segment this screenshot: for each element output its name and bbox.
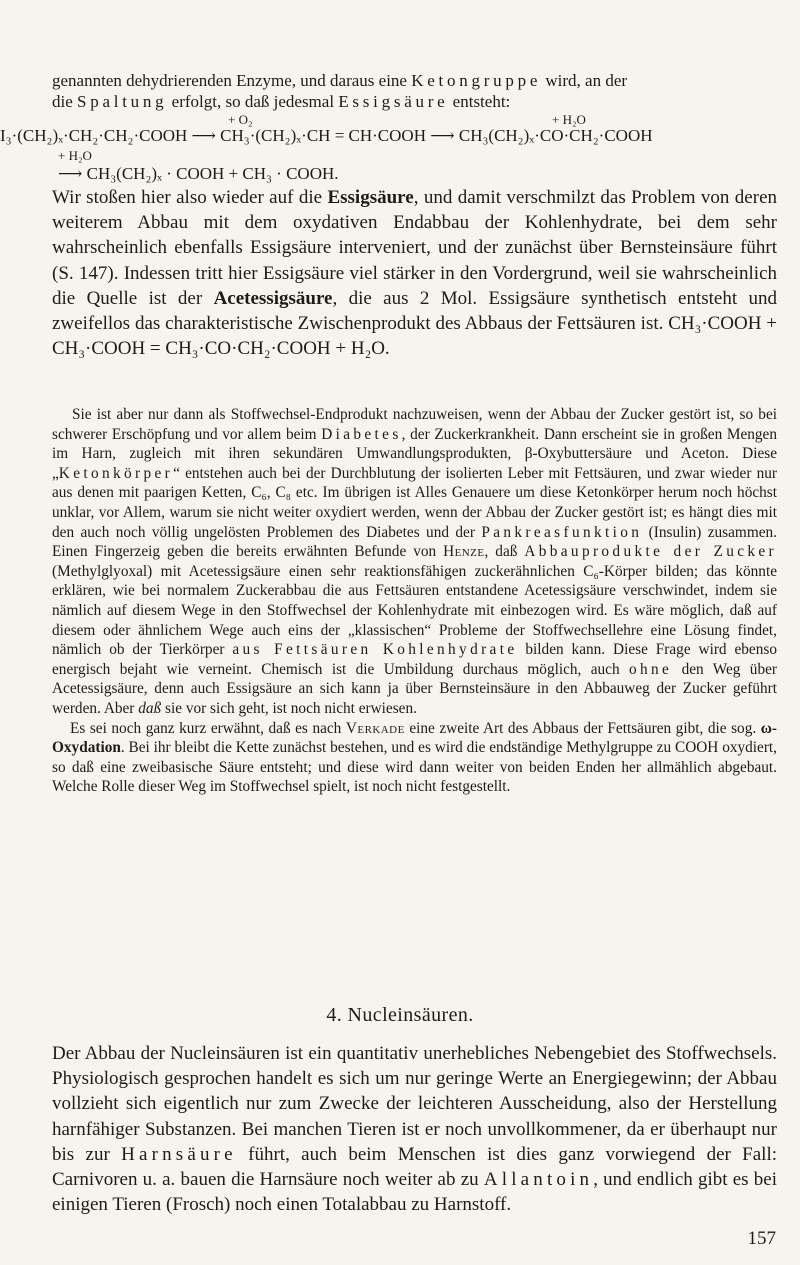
text-run: Es sei noch ganz kurz erwähnt, daß es nach (70, 719, 346, 737)
text-run: Wir stoßen hier also wieder auf die (52, 187, 328, 208)
reaction-formula (0, 112, 800, 184)
text-run: , und damit verschmilzt das Problem von deren weiterem Abbau mit dem oxydativen Endabbau der Kohlenhydrate, bei dem sehr wahrscheinlich ebenfalls Essigsäure interveniert, und der zunächst über Bernsteinsäure führt (S. 147). Indessen tritt hier Essigsäure viel stärker in den Vordergrund, weil sie wahrscheinlich die Quelle ist der (52, 187, 777, 309)
term-pankreasfunktion: Pankreasfunktion (481, 523, 643, 541)
term-ketongruppe: Ketongruppe (411, 71, 542, 90)
text-run: führt, auch beim Menschen ist dies ganz vorwiegend der Fall: Carnivoren u. a. bauen die Harnsäure noch weiter ab zu (52, 1143, 778, 1191)
text-run: . Bei ihr bleibt die Kette zunächst bestehen, und es wird die endständige Methylgruppe zu COOH oxydiert, so daß eine zweibasische Säure entsteht; und diese wird dann weiter von beiden Enden her allmählich abgebaut. Welche Rolle dieser Weg im Stoffwechsel spielt, ist noch nicht festgestellt. (52, 739, 777, 796)
term-diabetes: Diabetes (321, 425, 402, 443)
arrow-icon: ⟶ (430, 126, 455, 145)
text-run: , und endlich gibt es bei einigen Tieren (Frosch) noch einen Totalabbau zu Harnstoff. (52, 1169, 777, 1216)
text-run: , der Zuckerkrankheit. Dann erscheint sie in großen Mengen im Harn, zugleich mit ihren sekundären Umwandlungsprodukten, β-Oxybuttersäure und Aceton. Diese „ (52, 425, 777, 482)
paragraph-essigsaeure (52, 185, 777, 361)
small-print-section (52, 405, 777, 797)
arrow-icon: ⟶ (191, 126, 216, 145)
formula-products: CH₃(CH₂)ₓ · COOH + CH₃ · COOH. (86, 164, 339, 183)
arrow-icon: ⟶ (58, 164, 83, 183)
text-run: sie vor sich geht, ist noch nicht erwiesen. (161, 699, 417, 717)
text-run: Sie ist aber nur dann als Stoffwechsel-Endprodukt nachzuweisen, wenn der Abbau der Zucker gestört ist, so bei schwerer Erschöpfung und vor allem beim (52, 406, 777, 443)
page-number: 157 (747, 1228, 776, 1249)
text-run: den Weg über Acetessigsäure, denn auch Essigsäure an sich kann ja über Bernsteinsäure in den Abbauweg der Zucker geführt werden. Aber (52, 660, 777, 717)
formula-line1 (0, 126, 653, 146)
section-heading: 4. Nucleinsäuren. (326, 1004, 474, 1026)
term-ohne: ohne (629, 660, 673, 678)
formula-line2 (58, 164, 339, 184)
text-run: , daß (484, 543, 525, 561)
term-dass-italic: daß (138, 699, 162, 717)
term-omega-oxydation: ω-Oxydation (52, 719, 778, 757)
formula-compound-2: CH₃·(CH₂)ₓ·CH = CH·COOH (220, 126, 426, 145)
text-run: (Insulin) zusammen. Einen Fingerzeig geben die bereits erwähnten Befunde von (52, 523, 777, 561)
author-verkade: Verkade (345, 719, 405, 737)
term-allantoin: Allantoin (483, 1169, 594, 1191)
term-spaltung: Spaltung (77, 92, 168, 111)
intro-line2: die (52, 92, 78, 111)
formula-compound-3: CH₃(CH₂)ₓ·CO·CH₂·COOH (458, 126, 653, 145)
intro-line2-end: entsteht: (448, 92, 511, 111)
intro-text (52, 70, 777, 112)
term-essigsaeure: Essigsäure (338, 92, 449, 111)
text-run: Der Abbau der Nucleinsäuren ist ein quantitativ unerhebliches Nebengebiet des Stoffwechsels. Physiologisch gesprochen handelt es sich um nur geringe Werte an Energiegewinn; der Abbau vollzieht sich eigentlich nur zum Zwecke der leichteren Ausscheidung, also der Herstellung harnfähiger Substanzen. Bei manchen Tieren ist er noch unvollkommener, da er überhaupt nur bis zur (52, 1043, 777, 1165)
term-ketonkoerper: Ketonkörper (58, 464, 174, 482)
text-run: , die aus 2 Mol. Essigsäure synthetisch entsteht und zweifellos das charakteristische Zwischenprodukt des Abbaus der Fettsäuren ist. CH₃·COOH + CH₃·COOH = CH₃·CO·CH₂·COOH + H₂O. (52, 287, 777, 360)
text-run: bilden kann. Diese Frage wird ebenso energisch bejaht wie verneint. Chemisch ist die Umbildung durchaus möglich, auch (52, 641, 777, 678)
reagent-oxygen: + O₂ (228, 112, 253, 127)
reagent-water-2: + H₂O (58, 148, 92, 163)
small-paragraph-1 (52, 405, 777, 719)
paragraph-nucleinsaeuren (52, 1041, 777, 1217)
term-harnsaeure: Harnsäure (121, 1143, 237, 1165)
small-paragraph-2 (52, 719, 777, 797)
term-bold-acetessigsaeure: Acetessigsäure (213, 287, 333, 309)
formula-compound-1: I₃·(CH₂)ₓ·CH₂·CH₂·COOH (0, 126, 188, 145)
author-henze: Henze (443, 543, 485, 561)
intro-line2-mid: erfolgt, so daß jedesmal (167, 92, 339, 111)
text-run: “ entstehen auch bei der Durchblutung der isolierten Leber mit Fettsäuren, und zwar wieder nur aus denen mit paarigen Ketten, C₆, C₈ etc. Im übrigen ist Alles Genauere um diese Ketonkörper herum noch höchst unklar, vor Allem, warum sie nicht weiter oxydiert werden, wenn der Abbau der Zucker gestört ist; es hängt dies mit den auch noch völlig ungelösten Problemen des Diabetes und der (52, 464, 777, 541)
text-run: eine zweite Art des Abbaus der Fettsäuren gibt, die sog. (404, 719, 761, 737)
intro-line1-end: wird, an der (541, 71, 628, 90)
intro-line1: genannten dehydrierenden Enzyme, und daraus eine (52, 71, 412, 90)
term-aus-fettsaeuren: aus Fettsäuren Kohlenhydrate (232, 641, 518, 659)
reagent-water-1: + H₂O (552, 112, 586, 127)
text-run: (Methylglyoxal) mit Acetessigsäure einen sehr reaktionsfähigen zuckerähnlichen C₆-Körper bilden; das könnte erklären, wie bei normalem Zuckerabbau die aus Fettsäuren entstandene Acetessigsäure verschwindet, indem sie nämlich auf diesem Wege in den Stoffwechsel der Kohlenhydrate mit einbezogen wird. Es wäre möglich, daß auf diesem oder ähnlichem Wege auch eins der „klassischen“ Probleme der Stoffwechsellehre eine Lösung findet, nämlich ob der Tierkörper (52, 562, 777, 659)
term-abbauprodukte: Abbauprodukte der Zucker (524, 543, 777, 561)
term-bold-essigsaeure: Essigsäure (327, 187, 414, 208)
